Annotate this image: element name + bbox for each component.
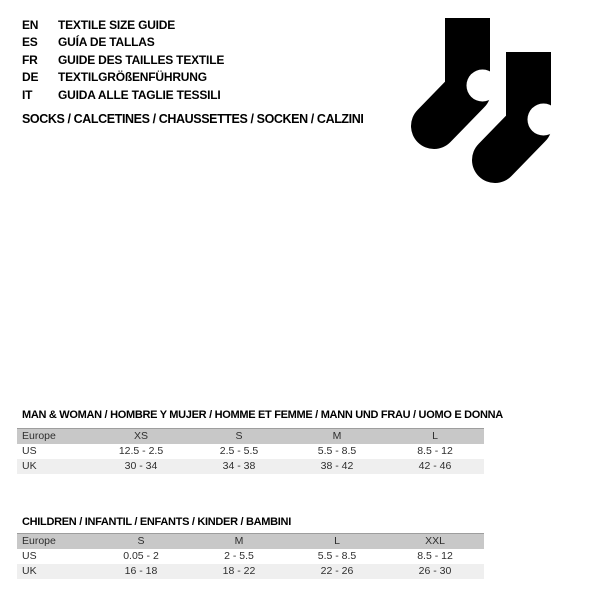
column-header-size: S	[235, 430, 243, 442]
language-list	[22, 16, 224, 104]
column-header-size: L	[334, 535, 340, 547]
size-cell: 2.5 - 5.5	[219, 445, 259, 457]
size-cell: 42 - 46	[418, 460, 452, 472]
row-label: US	[22, 550, 37, 562]
row-label: US	[22, 445, 37, 457]
language-row-en	[22, 16, 224, 34]
column-header-size: XXL	[425, 535, 445, 547]
language-code: ES	[22, 35, 38, 50]
table-title-children: CHILDREN / INFANTIL / ENFANTS / KINDER / BAMBINI	[22, 516, 291, 528]
language-code: DE	[22, 70, 39, 85]
table-title-man-woman: MAN & WOMAN / HOMBRE Y MUJER / HOMME ET FEMME / MANN UND FRAU / UOMO E DONNA	[22, 409, 503, 421]
column-header-size: M	[332, 430, 342, 442]
column-header-size: L	[432, 430, 438, 442]
category-heading: SOCKS / CALCETINES / CHAUSSETTES / SOCKEN / CALZINI	[22, 112, 364, 126]
table-row-uk	[17, 459, 484, 474]
language-title: GUÍA DE TALLAS	[58, 35, 155, 50]
row-label: UK	[22, 565, 37, 577]
size-cell: 18 - 22	[222, 565, 256, 577]
size-cell: 8.5 - 12	[417, 550, 453, 562]
language-row-es	[22, 34, 224, 52]
size-cell: 12.5 - 2.5	[118, 445, 164, 457]
language-code: FR	[22, 52, 38, 67]
language-row-fr	[22, 51, 224, 69]
table-header-row	[17, 429, 484, 445]
size-cell: 16 - 18	[124, 565, 158, 577]
table-row-us	[17, 549, 484, 564]
size-cell: 8.5 - 12	[417, 445, 453, 457]
size-table-man-woman	[17, 428, 484, 474]
size-cell: 5.5 - 8.5	[317, 445, 357, 457]
column-header-size: XS	[133, 430, 148, 442]
language-title: TEXTILGRÖßENFÜHRUNG	[58, 70, 207, 85]
language-title: GUIDE DES TAILLES TEXTILE	[58, 52, 225, 67]
socks-icon-svg	[407, 13, 562, 183]
row-label: UK	[22, 460, 37, 472]
socks-icon	[407, 13, 562, 183]
size-table-children	[17, 533, 484, 579]
size-cell: 0.05 - 2	[123, 550, 159, 562]
size-cell: 2 - 5.5	[224, 550, 254, 562]
language-title: GUIDA ALLE TAGLIE TESSILI	[58, 87, 221, 102]
language-code: EN	[22, 17, 39, 32]
size-cell: 38 - 42	[320, 460, 354, 472]
size-cell: 5.5 - 8.5	[317, 550, 357, 562]
front-sock	[495, 52, 560, 160]
size-cell: 26 - 30	[418, 565, 452, 577]
language-row-it	[22, 86, 224, 104]
column-header-region: Europe	[22, 430, 56, 442]
size-cell: 34 - 38	[222, 460, 256, 472]
column-header-region: Europe	[22, 535, 56, 547]
size-cell: 22 - 26	[320, 565, 354, 577]
language-row-de	[22, 69, 224, 87]
column-header-size: S	[137, 535, 145, 547]
table-row-us	[17, 444, 484, 459]
table-row-uk	[17, 564, 484, 579]
back-sock	[434, 18, 499, 126]
size-cell: 30 - 34	[124, 460, 158, 472]
column-header-size: M	[234, 535, 244, 547]
language-code: IT	[22, 87, 33, 102]
language-title: TEXTILE SIZE GUIDE	[58, 17, 176, 32]
table-header-row	[17, 534, 484, 550]
